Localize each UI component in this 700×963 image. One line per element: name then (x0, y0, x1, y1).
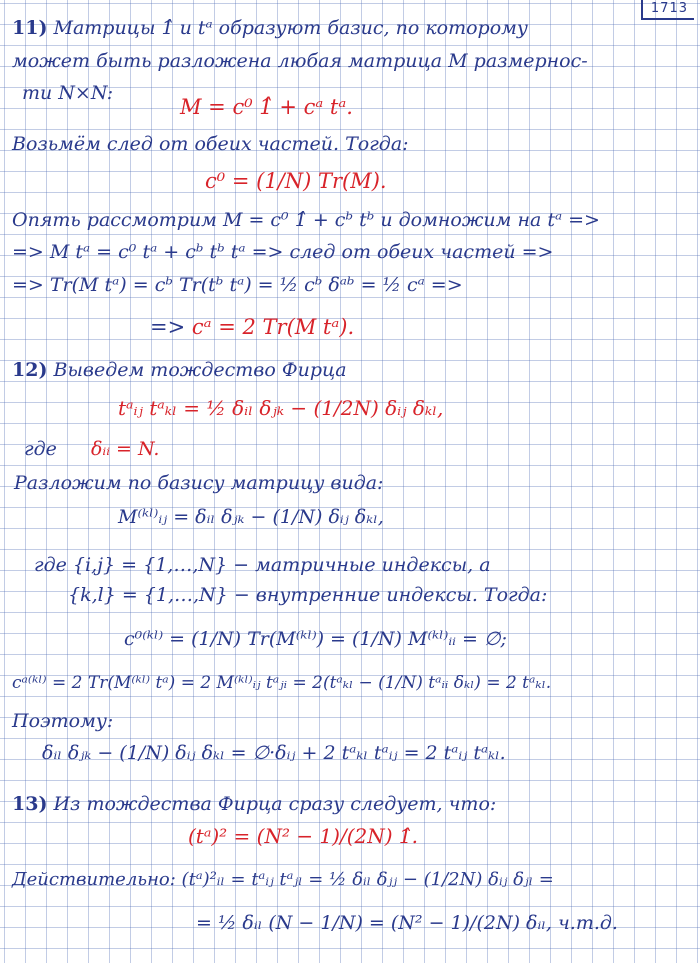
section-11-line-1 (12, 19, 528, 38)
section-11-line-10 (150, 317, 354, 338)
section-12-line-3 (24, 440, 159, 459)
formula-ca: cᵃ = 2 Tr(M tᵃ). (191, 315, 355, 339)
section-11-text-1: Матрицы 1̂ и tᵃ образуют базис, по которому (53, 17, 528, 39)
section-13-line-4: = ½ δᵢₗ (N − 1/N) = (N² − 1)/(2N) δᵢₗ, ч.т.д. (196, 912, 618, 934)
section-13-line-3: Действительно: (tᵃ)²ᵢₗ = tᵃᵢⱼ tᵃⱼₗ = ½ δᵢₗ δⱼⱼ − (1/2N) δᵢⱼ δⱼₗ = (12, 869, 554, 890)
section-12-line-8: c⁰⁽ᵏˡ⁾ = (1/N) Tr(M⁽ᵏˡ⁾) = (1/N) M⁽ᵏˡ⁾ᵢᵢ = ∅; (124, 628, 507, 650)
formula-delta-trace: δᵢᵢ = N. (90, 438, 160, 460)
section-13-line-1 (12, 795, 496, 814)
section-13-number: 13) (12, 793, 48, 815)
section-11-number: 11) (12, 17, 48, 39)
section-12-line-9: cᵃ⁽ᵏˡ⁾ = 2 Tr(M⁽ᵏˡ⁾ tᵃ) = 2 M⁽ᵏˡ⁾ᵢⱼ tᵃⱼᵢ = 2(tᵃₖₗ − (1/N) tᵃᵢᵢ δₖₗ) = 2 tᵃₖₗ. (12, 673, 552, 693)
section-11-line-2: может быть разложена любая матрица M размернос- (12, 50, 588, 72)
section-11-line-3: ти N×N: (22, 82, 114, 104)
section-12-number: 12) (12, 359, 48, 381)
section-11-line-7: Опять рассмотрим M = c⁰ 1̂ + cᵇ tᵇ и домножим на tᵃ => (12, 209, 600, 231)
section-11-line-9: => Tr(M tᵃ) = cᵇ Tr(tᵇ tᵃ) = ½ cᵇ δᵃᵇ = ½ cᵃ => (12, 274, 463, 296)
section-12-line-7: {k,l} = {1,…,N} − внутренние индексы. Тогда: (68, 584, 548, 606)
where-word: где (24, 438, 57, 460)
section-11-line-5: Возьмём след от обеих частей. Тогда: (12, 133, 409, 155)
section-12-line-11: δᵢₗ δⱼₖ − (1/N) δᵢⱼ δₖₗ = ∅·δᵢⱼ + 2 tᵃₖₗ tᵃᵢⱼ = 2 tᵃᵢⱼ tᵃₖₗ. (42, 742, 506, 764)
section-12-text-1: Выведем тождество Фирца (53, 359, 347, 381)
page-number: 1713 (641, 0, 694, 20)
section-13-text-1: Из тождества Фирца сразу следует, что: (53, 793, 497, 815)
section-12-line-6: где {i,j} = {1,…,N} − матричные индексы, а (34, 554, 491, 576)
formula-basis-expansion: M = c⁰ 1̂ + cᵃ tᵃ. (180, 95, 353, 119)
formula-fierz-identity: tᵃᵢⱼ tᵃₖₗ = ½ δᵢₗ δⱼₖ − (1/2N) δᵢⱼ δₖₗ, (118, 396, 444, 420)
section-12-line-5: M⁽ᵏˡ⁾ᵢⱼ = δᵢₗ δⱼₖ − (1/N) δᵢⱼ δₖₗ, (118, 506, 384, 528)
formula-c0: c⁰ = (1/N) Tr(M). (205, 169, 387, 193)
formula-t-squared: (tᵃ)² = (N² − 1)/(2N) 1̂. (188, 824, 418, 848)
implies-arrow: => (150, 315, 186, 339)
section-12-line-10: Поэтому: (12, 710, 114, 732)
section-12-line-1 (12, 361, 347, 380)
section-11-line-8: => M tᵃ = c⁰ tᵃ + cᵇ tᵇ tᵃ => след от обеих частей => (12, 241, 554, 263)
section-12-line-4: Разложим по базису матрицу вида: (14, 472, 384, 494)
